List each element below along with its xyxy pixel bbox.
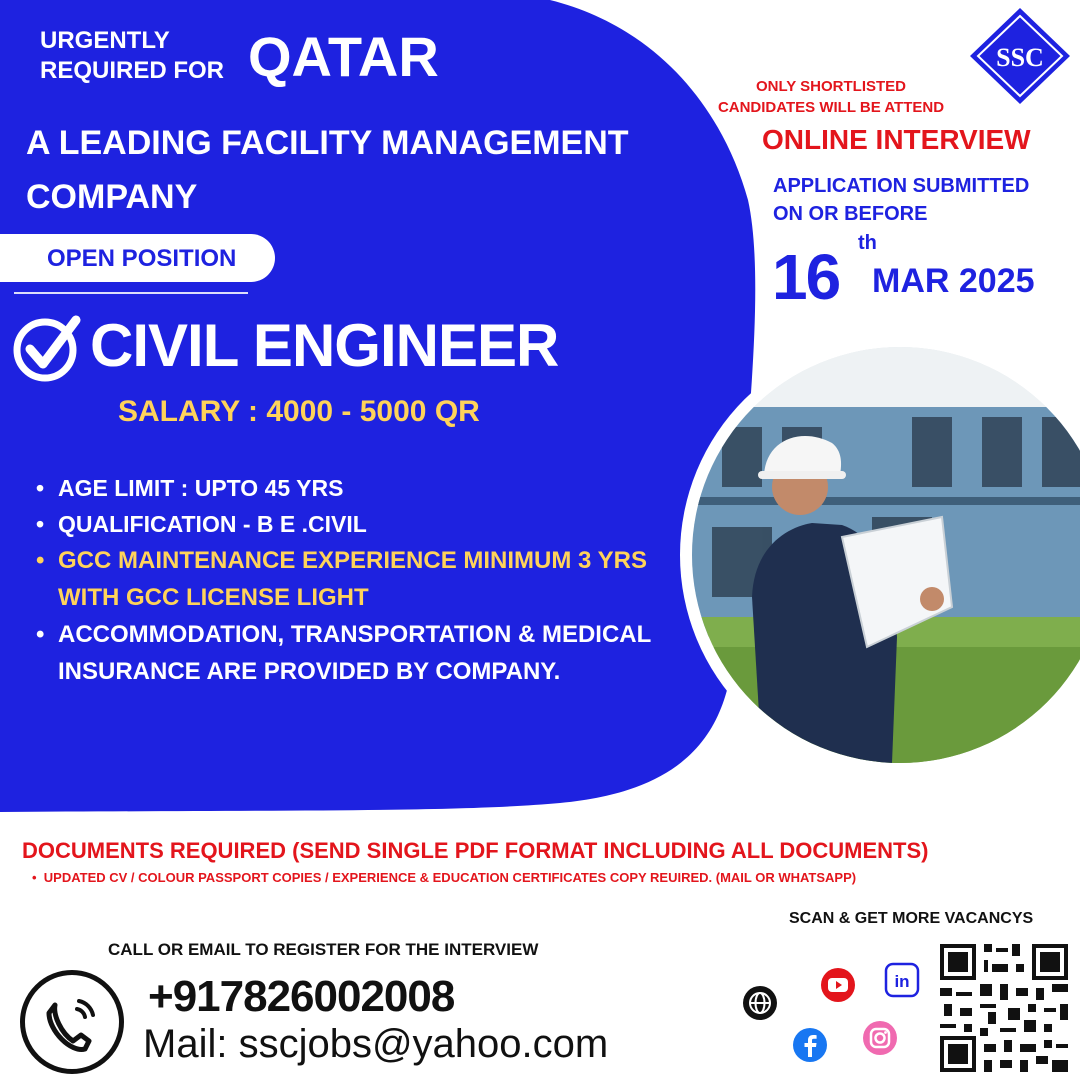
requirements-list xyxy=(36,470,676,690)
check-circle-icon xyxy=(12,314,82,384)
ssc-logo xyxy=(966,6,1074,106)
requirement-item: • AGE LIMIT : UPTO 45 YRS xyxy=(36,470,676,506)
requirement-item: • GCC MAINTENANCE EXPERIENCE MINIMUM 3 YRS WITH GCC LICENSE LIGHT xyxy=(36,542,676,616)
documents-item: • UPDATED CV / COLOUR PASSPORT COPIES / EXPERIENCE & EDUCATION CERTIFICATES COPY REUIRED. (MAIL OR WHATSAPP) xyxy=(32,870,857,885)
interview-mode: ONLINE INTERVIEW xyxy=(762,124,1031,155)
company-title: A LEADING FACILITY MANAGEMENT COMPANY xyxy=(26,124,629,216)
salary-text: SALARY : 4000 - 5000 QR xyxy=(118,395,480,428)
urgent-label: URGENTLY REQUIRED FOR xyxy=(40,27,225,84)
phone-icon-circle[interactable] xyxy=(20,970,124,1074)
documents-title: DOCUMENTS REQUIRED (SEND SINGLE PDF FORMAT INCLUDING ALL DOCUMENTS) xyxy=(22,838,929,863)
open-position-label: OPEN POSITION xyxy=(47,245,237,272)
scan-label: SCAN & GET MORE VACANCYS xyxy=(789,910,1034,927)
open-position-badge xyxy=(0,234,275,282)
position-title: CIVIL ENGINEER xyxy=(90,312,559,379)
call-label: CALL OR EMAIL TO REGISTER FOR THE INTERVIEW xyxy=(108,940,539,959)
engineer-photo xyxy=(692,347,1080,763)
facebook-icon[interactable] xyxy=(792,1027,828,1063)
globe-icon[interactable] xyxy=(742,985,778,1021)
phone-number[interactable]: +917826002008 xyxy=(148,972,455,1021)
logo-text: SSC xyxy=(996,43,1044,72)
instagram-icon[interactable] xyxy=(862,1020,898,1056)
deadline-month-year: MAR 2025 xyxy=(872,262,1035,300)
requirement-item: • QUALIFICATION - B E .CIVIL xyxy=(36,506,676,542)
email-address[interactable]: Mail: sscjobs@yahoo.com xyxy=(143,1022,609,1066)
divider xyxy=(14,292,248,294)
svg-text:in: in xyxy=(894,972,910,991)
youtube-icon[interactable] xyxy=(820,967,856,1003)
country-title: QATAR xyxy=(248,25,439,88)
phone-icon xyxy=(25,975,119,1069)
deadline-day-suffix: th xyxy=(858,232,877,254)
shortlist-notice: ONLY SHORTLISTED CANDIDATES WILL BE ATTEND xyxy=(717,78,945,116)
deadline-label: APPLICATION SUBMITTED ON OR BEFORE xyxy=(773,175,1030,225)
deadline-day: 16 xyxy=(772,241,840,313)
linkedin-icon[interactable] xyxy=(884,962,920,998)
qr-code[interactable] xyxy=(936,940,1072,1076)
requirement-item: • ACCOMMODATION, TRANSPORTATION & MEDICAL INSURANCE ARE PROVIDED BY COMPANY. xyxy=(36,616,676,690)
